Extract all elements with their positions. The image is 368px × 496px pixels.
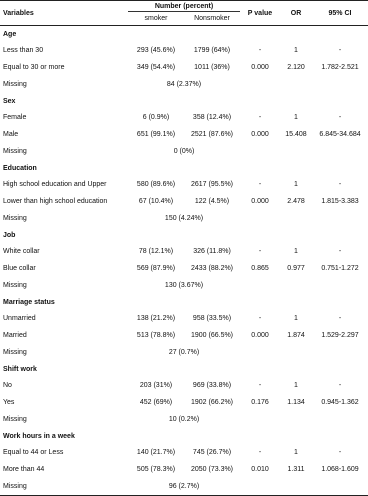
table-row [0, 260, 368, 277]
nonsmoker-value: 958 (33.5%) [192, 315, 232, 322]
ci-value: 1.815-3.383 [321, 198, 359, 205]
p-value: 0.865 [251, 265, 269, 272]
empty-cell [312, 210, 368, 227]
row-label: Married [3, 332, 27, 339]
or-value: 1.874 [287, 332, 305, 339]
nonsmoker-value: 2433 (88.2%) [190, 265, 234, 272]
table-row [0, 377, 368, 394]
smoker-value: 569 (87.9%) [136, 265, 176, 272]
table-row [0, 176, 368, 193]
or-value: 1 [294, 248, 298, 255]
category-row [0, 227, 368, 243]
missing-label: Missing [3, 282, 27, 289]
empty-cell [280, 344, 312, 361]
table-row [0, 394, 368, 411]
category-row [0, 26, 368, 43]
row-label: Equal to 30 or more [3, 64, 65, 71]
category-row [0, 294, 368, 310]
empty-cell [280, 143, 312, 160]
or-value: 1 [294, 382, 298, 389]
row-label: Female [3, 114, 27, 121]
header-nonsmoker: Nonsmoker [184, 12, 240, 26]
or-value: 1 [294, 449, 298, 456]
category-row [0, 361, 368, 377]
nonsmoker-value: 326 (11.8%) [193, 248, 231, 255]
missing-value: 84 (2.37%) [166, 81, 202, 88]
or-value: 0.977 [287, 265, 305, 272]
smoker-value: 505 (78.3%) [136, 466, 176, 473]
empty-cell [240, 411, 280, 428]
nonsmoker-value: 122 (4.5%) [194, 198, 230, 205]
row-label: High school education and Upper [3, 181, 107, 188]
empty-cell [240, 478, 280, 496]
row-label: Blue collar [3, 265, 36, 272]
empty-cell [312, 411, 368, 428]
row-label: Yes [3, 399, 15, 406]
header-ci: 95% CI [312, 1, 368, 26]
missing-value: 27 (0.7%) [168, 349, 200, 356]
category-label: Work hours in a week [3, 432, 75, 440]
p-value: 0.176 [251, 399, 269, 406]
missing-value: 150 (4.24%) [164, 215, 204, 222]
table-row [0, 109, 368, 126]
header-number-percent: Number (percent) [128, 1, 240, 12]
or-value: 2.120 [287, 64, 305, 71]
smoker-value: 67 (10.4%) [138, 198, 174, 205]
table-row [0, 193, 368, 210]
missing-value: 96 (2.7%) [128, 478, 240, 496]
row-label: White collar [3, 248, 40, 255]
category-label: Marriage status [3, 298, 55, 306]
empty-cell [280, 277, 312, 294]
ci-value: 1.782-2.521 [321, 64, 359, 71]
nonsmoker-value: 2617 (95.5%) [190, 181, 234, 188]
nonsmoker-value: 2521 (87.6%) [190, 131, 234, 138]
smoker-value: 513 (78.8%) [136, 332, 176, 339]
missing-label: Missing [0, 478, 128, 496]
ci-value: 0.751-1.272 [321, 265, 359, 272]
nonsmoker-value: 1011 (36%) [194, 64, 230, 71]
category-label: Age [3, 30, 17, 38]
missing-row [0, 411, 368, 428]
table-row [0, 327, 368, 344]
p-value: 0.010 [251, 466, 269, 473]
row-label: Unmarried [3, 315, 36, 322]
p-value: 0.000 [251, 64, 269, 71]
table-row [0, 444, 368, 461]
table-row [0, 59, 368, 76]
empty-cell [280, 210, 312, 227]
header-variables: Variables [0, 1, 128, 26]
smoker-value: 138 (21.2%) [136, 315, 176, 322]
empty-cell [312, 478, 368, 496]
missing-row [0, 210, 368, 227]
missing-value: 0 (0%) [173, 148, 195, 155]
empty-cell [312, 277, 368, 294]
missing-label: Missing [3, 148, 27, 155]
empty-cell [312, 344, 368, 361]
ci-value: - [338, 181, 342, 188]
p-value: 0.000 [251, 332, 269, 339]
row-label: Male [3, 131, 19, 138]
ci-value: - [338, 114, 342, 121]
ci-value: 1.068-1.609 [321, 466, 359, 473]
empty-cell [240, 143, 280, 160]
missing-row [0, 143, 368, 160]
category-label: Shift work [3, 365, 37, 373]
table-row [0, 126, 368, 143]
table-body [0, 26, 368, 496]
ci-value: - [338, 382, 342, 389]
p-value: - [258, 382, 262, 389]
nonsmoker-value: 2050 (73.3%) [190, 466, 234, 473]
or-value: 1.311 [287, 466, 305, 473]
p-value: - [258, 449, 262, 456]
ci-value: - [338, 47, 342, 54]
empty-cell [240, 344, 280, 361]
nonsmoker-value: 745 (26.7%) [192, 449, 232, 456]
smoker-value: 6 (0.9%) [142, 114, 170, 121]
smoker-value: 651 (99.1%) [136, 131, 176, 138]
smoker-value: 293 (45.6%) [136, 47, 176, 54]
smoker-value: 203 (31%) [139, 382, 173, 389]
or-value: 1 [294, 114, 298, 121]
nonsmoker-value: 969 (33.8%) [192, 382, 232, 389]
p-value: 0.000 [251, 198, 269, 205]
empty-cell [312, 76, 368, 93]
ci-value: - [338, 449, 342, 456]
nonsmoker-value: 1902 (66.2%) [190, 399, 234, 406]
missing-value: 130 (3.67%) [164, 282, 204, 289]
row-label: No [3, 382, 12, 389]
smoker-value: 452 (69%) [139, 399, 173, 406]
p-value: - [258, 114, 262, 121]
empty-cell [280, 411, 312, 428]
header-p-value: P value [240, 1, 280, 26]
category-label: Sex [3, 97, 16, 105]
category-label: Job [3, 231, 16, 239]
smoker-value: 580 (89.6%) [136, 181, 176, 188]
p-value: - [258, 315, 262, 322]
smoker-value: 78 (12.1%) [138, 248, 174, 255]
smoker-value: 349 (54.4%) [136, 64, 176, 71]
row-label: More than 44 [3, 466, 45, 473]
missing-value: 10 (0.2%) [168, 416, 200, 423]
table-row [0, 310, 368, 327]
missing-row [0, 344, 368, 361]
ci-value: 1.529-2.297 [321, 332, 359, 339]
empty-cell [240, 277, 280, 294]
category-row [0, 93, 368, 109]
or-value: 1 [294, 181, 298, 188]
category-label: Education [3, 164, 37, 172]
ci-value: - [338, 315, 342, 322]
row-label: Equal to 44 or Less [3, 449, 64, 456]
ci-value: 0.945-1.362 [321, 399, 359, 406]
p-value: - [258, 47, 262, 54]
table-row [0, 42, 368, 59]
missing-label: Missing [3, 416, 27, 423]
nonsmoker-value: 1799 (64%) [193, 47, 231, 54]
or-value: 15.408 [285, 131, 307, 138]
missing-label: Missing [3, 81, 27, 88]
row-label: Less than 30 [3, 47, 44, 54]
category-row [0, 428, 368, 444]
header-or: OR [280, 1, 312, 26]
empty-cell [312, 143, 368, 160]
p-value: - [258, 181, 262, 188]
table-row [0, 461, 368, 478]
empty-cell [240, 210, 280, 227]
empty-cell [280, 76, 312, 93]
row-label: Lower than high school education [3, 198, 108, 205]
ci-value: 6.845-34.684 [319, 131, 361, 138]
or-value: 1.134 [287, 399, 305, 406]
header-smoker: smoker [128, 12, 184, 26]
empty-cell [280, 478, 312, 496]
missing-row [0, 76, 368, 93]
or-value: 1 [294, 315, 298, 322]
missing-row [0, 277, 368, 294]
table-row [0, 243, 368, 260]
missing-row [0, 478, 368, 496]
smoker-value: 140 (21.7%) [136, 449, 176, 456]
header-row-top [0, 1, 368, 12]
or-value: 2.478 [287, 198, 305, 205]
missing-label: Missing [3, 349, 27, 356]
ci-value: - [338, 248, 342, 255]
p-value: - [258, 248, 262, 255]
p-value: 0.000 [251, 131, 269, 138]
or-value: 1 [294, 47, 298, 54]
empty-cell [240, 76, 280, 93]
nonsmoker-value: 1900 (66.5%) [190, 332, 234, 339]
missing-label: Missing [3, 215, 27, 222]
nonsmoker-value: 358 (12.4%) [192, 114, 232, 121]
category-row [0, 160, 368, 176]
